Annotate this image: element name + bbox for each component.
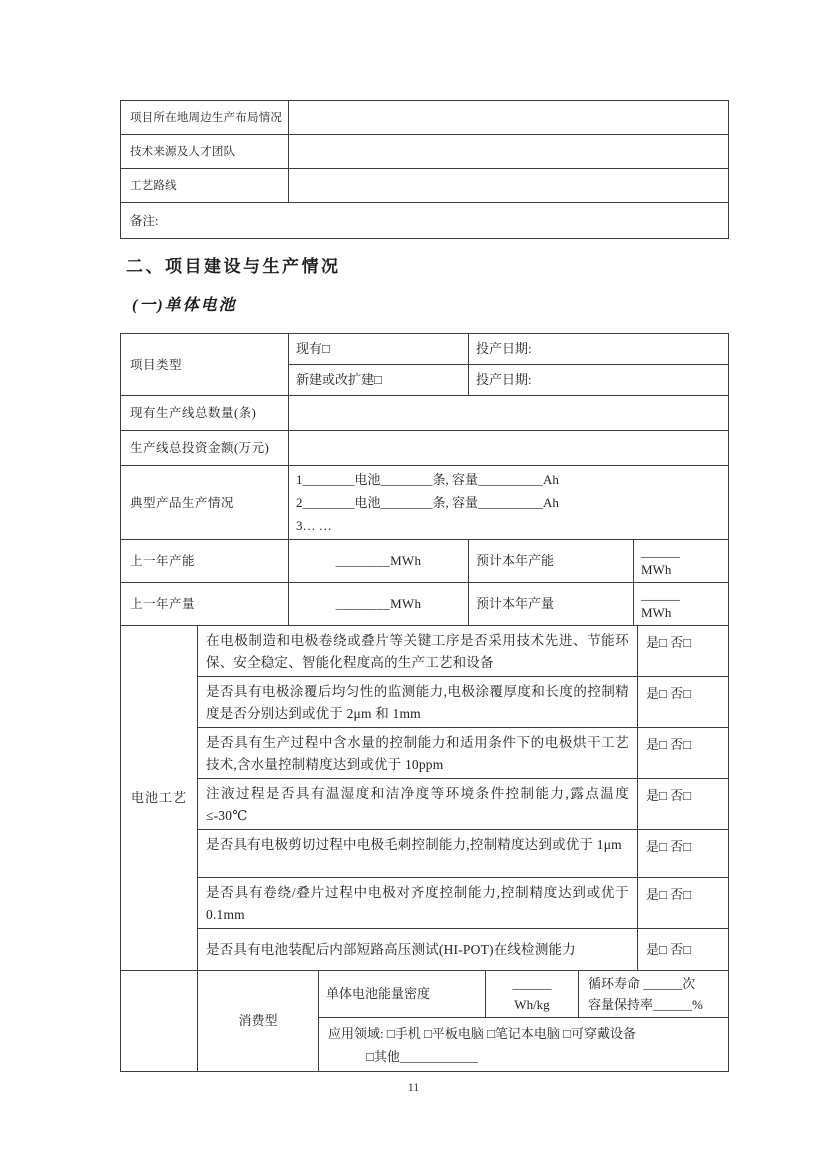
energy-density-value-cell [486, 971, 579, 1018]
line-count-label: 现有生产线总数量(条) [121, 396, 289, 431]
production-table [120, 333, 729, 626]
last-year-output-label: 上一年产量 [121, 583, 289, 626]
last-year-capacity-value: ________MWh [289, 540, 469, 583]
application-checkboxes-line1: 应用领域: □手机 □平板电脑 □笔记本电脑 □可穿戴设备 [328, 1025, 637, 1041]
last-year-capacity-label: 上一年产能 [121, 540, 289, 583]
tech-source-value-cell [289, 135, 729, 169]
process-question-7: 是否具有电池装配后内部短路高压测试(HI-POT)在线检测能力 [198, 929, 638, 971]
forecast-capacity-value-cell [634, 540, 729, 583]
project-type-label: 项目类型 [121, 334, 289, 396]
typical-products-label: 典型产品生产情况 [121, 466, 289, 540]
yes-no-checkboxes-7: 是□ 否□ [638, 929, 729, 971]
table-row [121, 677, 729, 728]
yes-no-checkboxes-4: 是□ 否□ [638, 779, 729, 830]
capacity-retention-label: 容量保持率______% [588, 997, 703, 1012]
section-heading: 二、项目建设与生产情况 [126, 257, 341, 276]
typical-product-line-2: 2________电池________条, 容量__________Ah [296, 495, 559, 510]
surrounding-layout-label: 项目所在地周边生产布局情况 [121, 101, 289, 135]
application-field-cell [319, 1018, 729, 1072]
table-row [121, 878, 729, 929]
typical-product-line-3: 3… … [296, 518, 332, 533]
process-route-label: 工艺路线 [121, 169, 289, 203]
last-year-output-value: ________MWh [289, 583, 469, 626]
table-row [121, 540, 729, 583]
line-count-value-cell [289, 396, 729, 431]
process-question-4: 注液过程是否具有温湿度和洁净度等环境条件控制能力,露点温度≤-30℃ [198, 779, 638, 830]
energy-density-blank: ______ [512, 976, 552, 991]
process-question-3: 是否具有生产过程中含水量的控制能力和适用条件下的电极烘干工艺技术,含水量控制精度达到或优于 10ppm [198, 728, 638, 779]
cycle-life-cell [579, 971, 729, 1018]
consumer-type-label: 消费型 [198, 971, 319, 1072]
table-row [121, 169, 729, 203]
yes-no-checkboxes-5: 是□ 否□ [638, 830, 729, 878]
typical-products-cell [289, 466, 729, 540]
remark-label: 备注: [121, 203, 729, 239]
table-row [121, 396, 729, 431]
table-row [121, 101, 729, 135]
forecast-capacity-label: 预计本年产能 [469, 540, 634, 583]
forecast-capacity-unit: MWh [641, 562, 672, 577]
surrounding-layout-value-cell [289, 101, 729, 135]
page-number: 11 [407, 1080, 420, 1094]
process-question-2: 是否具有电极涂覆后均匀性的监测能力,电极涂覆厚度和长度的控制精度是否分别达到或优于 2μm 和 1mm [198, 677, 638, 728]
forecast-output-label: 预计本年产量 [469, 583, 634, 626]
table-row [121, 583, 729, 626]
table-row [121, 929, 729, 971]
consumer-spacer-cell [121, 971, 198, 1072]
forecast-output-unit: MWh [641, 605, 672, 620]
table-row [121, 626, 729, 677]
forecast-output-value-cell [634, 583, 729, 626]
new-production-date-label: 投产日期: [469, 365, 729, 396]
project-type-existing-checkbox: 现有□ [289, 334, 469, 365]
table-row [121, 334, 729, 365]
consumer-battery-table [120, 970, 729, 1072]
battery-process-label: 电池工艺 [121, 626, 198, 971]
process-question-5: 是否具有电极剪切过程中电极毛刺控制能力,控制精度达到或优于 1μm [198, 830, 638, 878]
table-row [121, 203, 729, 239]
investment-value-cell [289, 431, 729, 466]
subsection-heading: (一)单体电池 [132, 297, 237, 314]
forecast-capacity-blank: ______ [641, 544, 680, 559]
yes-no-checkboxes-1: 是□ 否□ [638, 626, 729, 677]
yes-no-checkboxes-2: 是□ 否□ [638, 677, 729, 728]
process-question-6: 是否具有卷绕/叠片过程中电极对齐度控制能力,控制精度达到或优于 0.1mm [198, 878, 638, 929]
project-type-new-checkbox: 新建或改扩建□ [289, 365, 469, 396]
cycle-life-label: 循环寿命 ______次 [588, 976, 696, 991]
project-info-table [120, 100, 729, 239]
energy-density-unit: Wh/kg [514, 997, 550, 1012]
battery-process-table [120, 625, 729, 971]
energy-density-label: 单体电池能量密度 [319, 971, 486, 1018]
existing-production-date-label: 投产日期: [469, 334, 729, 365]
process-question-1: 在电极制造和电极卷绕或叠片等关键工序是否采用技术先进、节能环保、安全稳定、智能化程度高的生产工艺和设备 [198, 626, 638, 677]
document-content [120, 100, 728, 1072]
table-row [121, 431, 729, 466]
application-checkboxes-line2: □其他____________ [366, 1048, 478, 1064]
table-row [121, 728, 729, 779]
table-row [121, 466, 729, 540]
table-row [121, 971, 729, 1018]
typical-product-line-1: 1________电池________条, 容量__________Ah [296, 472, 559, 487]
process-route-value-cell [289, 169, 729, 203]
forecast-output-blank: ______ [641, 587, 680, 602]
investment-label: 生产线总投资金额(万元) [121, 431, 289, 466]
table-row [121, 135, 729, 169]
yes-no-checkboxes-3: 是□ 否□ [638, 728, 729, 779]
table-row [121, 779, 729, 830]
yes-no-checkboxes-6: 是□ 否□ [638, 878, 729, 929]
table-row [121, 830, 729, 878]
tech-source-label: 技术来源及人才团队 [121, 135, 289, 169]
